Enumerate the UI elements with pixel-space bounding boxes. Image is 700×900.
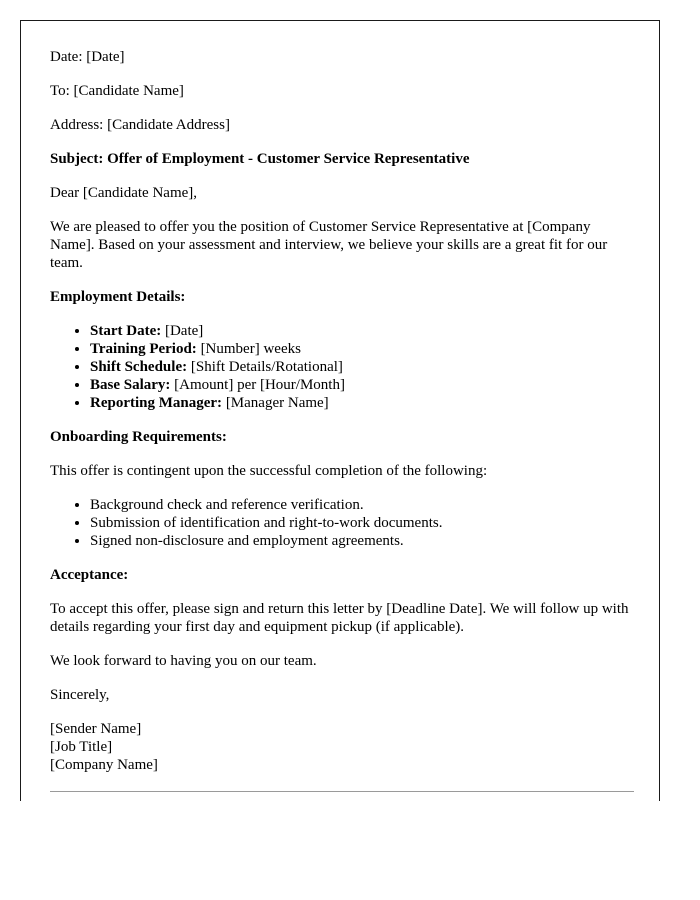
letter-body <box>50 48 634 790</box>
subject-line: Subject: Offer of Employment - Customer Service Representative <box>50 151 470 167</box>
detail-value: [Amount] per [Hour/Month] <box>170 377 345 393</box>
offer-letter <box>20 20 660 801</box>
detail-label: Reporting Manager: <box>90 395 223 411</box>
sign-off: Sincerely, <box>50 687 110 703</box>
sender-name: [Sender Name] <box>50 721 142 737</box>
divider <box>50 791 634 792</box>
onboarding-intro: This offer is contingent upon the successful completion of the following: <box>50 463 488 479</box>
acceptance-heading: Acceptance: <box>50 567 129 583</box>
sender-company-name: [Company Name] <box>50 757 158 773</box>
detail-label: Shift Schedule: <box>90 359 188 375</box>
sender-job-title: [Job Title] <box>50 739 113 755</box>
list-item <box>90 322 634 340</box>
salutation: Dear [Candidate Name], <box>50 185 198 201</box>
list-item <box>90 340 634 358</box>
list-item <box>90 376 634 394</box>
detail-value: [Shift Details/Rotational] <box>187 359 343 375</box>
employment-details-list <box>50 322 634 412</box>
signature-block <box>50 720 634 774</box>
list-item <box>90 394 634 412</box>
list-item: • Submission of identification and right-to-work documents. <box>90 514 634 532</box>
detail-value: [Date] <box>161 323 204 339</box>
intro-paragraph: We are pleased to offer you the position of Customer Service Representative at [Company Name]. Based on your assessment and interview, we believe your skills are a great fit for our team. <box>50 219 608 271</box>
recipient-line: To: [Candidate Name] <box>50 83 184 99</box>
detail-value: [Number] weeks <box>196 341 301 357</box>
list-item: • Background check and reference verification. <box>90 496 634 514</box>
employment-details-heading: Employment Details: <box>50 289 186 305</box>
address-line: Address: [Candidate Address] <box>50 117 230 133</box>
detail-label: Base Salary: <box>90 377 171 393</box>
closing-paragraph: We look forward to having you on our team. <box>50 653 317 669</box>
detail-label: Training Period: <box>90 341 197 357</box>
detail-label: Start Date: <box>90 323 162 339</box>
list-item: • Signed non-disclosure and employment agreements. <box>90 532 634 550</box>
onboarding-heading: Onboarding Requirements: <box>50 429 227 445</box>
acceptance-paragraph: To accept this offer, please sign and return this letter by [Deadline Date]. We will follow up with details regarding your first day and equipment pickup (if applicable). <box>50 601 629 635</box>
date-line: Date: [Date] <box>50 49 125 65</box>
onboarding-list <box>50 496 634 550</box>
list-item <box>90 358 634 376</box>
detail-value: [Manager Name] <box>222 395 329 411</box>
